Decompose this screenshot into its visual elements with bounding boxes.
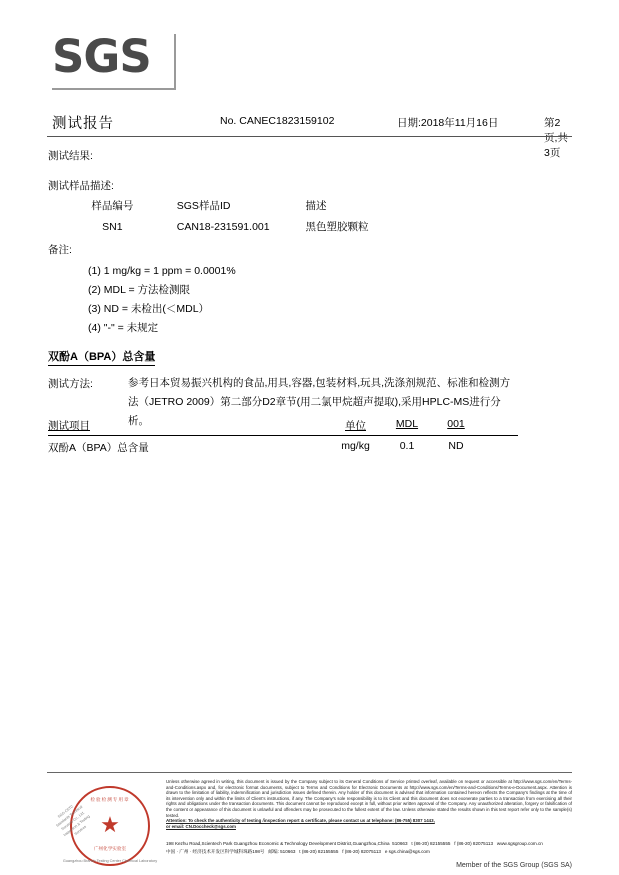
- footer-address-block: [166, 840, 572, 855]
- table-row: [48, 436, 518, 455]
- cell-description: 黑色塑胶颗粒: [305, 221, 369, 233]
- column-header-test-item: 测试项目: [48, 420, 90, 432]
- column-header-mdl: MDL: [395, 418, 419, 430]
- footer-divider: [47, 772, 572, 773]
- cell-sgs-id: CAN18-231591.001: [176, 220, 270, 233]
- footer-tel-cn: t (86-20) 82155555: [299, 848, 339, 854]
- list-item: (3) ND = 未检出(＜MDL）: [88, 303, 210, 315]
- footer-fax-cn: f (86-20) 82075113: [342, 848, 381, 854]
- footer-address-cn-row: [166, 848, 572, 856]
- footer-postcode-cn: 邮编: 510663: [268, 848, 296, 854]
- footer-address-cn: 中国 · 广州 · 经济技术开发区科学城科珠路198号: [166, 848, 265, 854]
- cell-result-001: ND: [448, 440, 464, 452]
- footer-attention-line: Attention: To check the authenticity of testing /inspection report & certificate, please contact us at telephone: (86-755) 8307 1443,: [166, 818, 435, 824]
- list-item: (2) MDL = 方法检测限: [88, 284, 190, 296]
- footer-web-en: www.sgsgroup.com.cn: [496, 841, 543, 846]
- column-header-description: 描述: [305, 200, 327, 212]
- results-label: 测试结果:: [48, 150, 93, 162]
- test-method-label: 测试方法:: [48, 378, 93, 390]
- cell-test-item: 双酚A（BPA）总含量: [48, 442, 149, 454]
- footer-address-en-row: [166, 840, 572, 848]
- report-date: 日期:2018年11月16日: [397, 117, 499, 129]
- column-header-sample-001: 001: [447, 418, 465, 430]
- footer-tel-en: t (86-20) 82155555: [411, 841, 451, 846]
- cell-unit: mg/kg: [341, 440, 370, 452]
- column-header-sample-no: 样品编号: [91, 200, 134, 212]
- footer-postcode-en: 510663: [392, 841, 408, 846]
- table-header-row: [48, 418, 518, 436]
- test-method-text: 参考日本贸易振兴机构的食品,用具,容器,包装材料,玩具,洗涤剂规范、标准和检测方法（JETRO 2009）第二部分D2章节(用二氯甲烷超声提取),采用HPLC-MS进行分析。: [128, 377, 511, 427]
- cell-sample-no: SN1: [102, 220, 123, 233]
- footer-member-line: Member of the SGS Group (SGS SA): [456, 862, 572, 869]
- table-header-row: [48, 196, 478, 219]
- header-divider: [47, 136, 572, 137]
- table-row: [48, 219, 478, 237]
- logo-underline: [52, 88, 174, 90]
- bpa-section-heading: 双酚A（BPA）总含量: [48, 348, 155, 366]
- footer-email-line: or email: CN.Doccheck@sgs.com: [166, 823, 236, 829]
- footer-legal-text: [166, 779, 572, 829]
- sample-description-label: 测试样品描述:: [48, 180, 114, 192]
- star-icon: ★: [100, 812, 120, 838]
- stamp-under-label: Guangzhou Branch Testing Center Chemical Laboratory: [62, 859, 158, 863]
- logo-side-rule: [174, 34, 176, 90]
- list-item: (1) 1 mg/kg = 1 ppm = 0.0001%: [88, 265, 236, 277]
- list-item: (4) "-" = 未规定: [88, 322, 159, 334]
- footer-legal-body: Unless otherwise agreed in writing, this document is issued by the Company subject to its General Conditions of Service printed overleaf, available on request or accessible at http://www.sgs.com/en/Terms-and-Conditions.aspx and, for electronic format documents, subject to Terms and Conditions for Electronic Documents at http://www.sgs.com/en/Terms-and-Conditions/Terms-e-Document.aspx. Attention is drawn to the limitation of liability, indemnification and jurisdiction issues defined therein. Any holder of this document is advised that information contained hereon reflects the Company's findings at the time of its intervention only and within the limits of Client's instructions, if any. The Company's sole responsibility is to its Client and this document does not exonerate parties to a transaction from exercising all their rights and obligations under the transaction documents. This document cannot be reproduced except in full, without prior written approval of the Company. Any unauthorized alteration, forgery or falsification of the content or appearance of this document is unlawful and offenders may be prosecuted to the fullest extent of the law. Unless otherwise stated the results shown in this test report refer only to the sample(s) tested.: [166, 779, 572, 818]
- stamp-top-text: 检验检测专用章: [90, 797, 130, 802]
- sgs-logo-text: SGS: [52, 30, 151, 83]
- column-header-sgs-id: SGS样品ID: [176, 200, 231, 212]
- page-title: 测试报告: [52, 116, 114, 132]
- column-header-unit: 单位: [345, 420, 366, 432]
- bpa-results-table: [48, 418, 518, 455]
- footer-email-cn: e sgs.china@sgs.com: [384, 848, 430, 854]
- sample-table: [48, 196, 478, 237]
- report-number: No. CANEC1823159102: [220, 115, 335, 127]
- stamp-side-label: SGS-CSTC Standards Technical Services Co., Ltd. Inspection & Testing Services: [55, 804, 91, 838]
- sgs-logo: [52, 30, 182, 83]
- page-number: 第2页,共3页: [544, 117, 568, 159]
- footer-address-en: 198 Kezhu Road,Scientech Park Guangzhou Economic & Technology Development District,Guangzhou,China: [166, 841, 390, 846]
- footer-fax-en: f (86-20) 82075113: [454, 841, 494, 846]
- official-stamp: [55, 782, 158, 874]
- notes-label: 备注:: [48, 244, 72, 256]
- cell-mdl: 0.1: [399, 440, 415, 452]
- notes-list: [88, 262, 236, 338]
- stamp-bottom-text: 广州化学实验室: [93, 846, 127, 851]
